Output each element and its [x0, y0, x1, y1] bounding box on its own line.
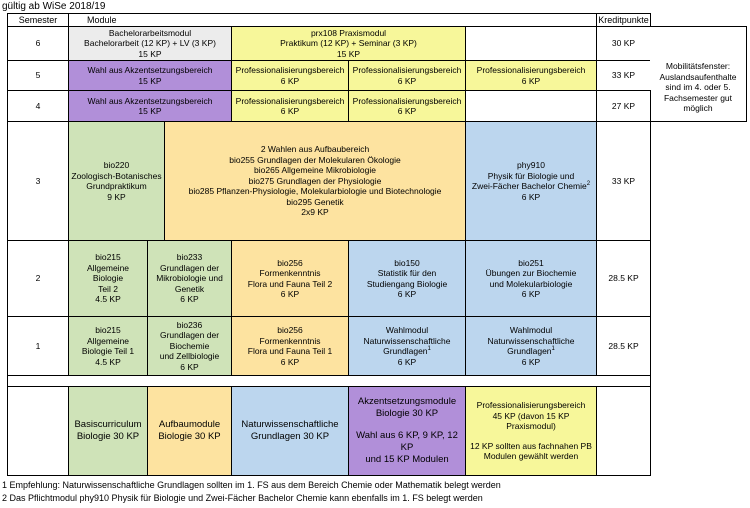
legend-akzent-line-4: und 15 KP Modulen [365, 454, 449, 465]
legend-akzent-line-1: Akzentsetzungsmodule [357, 396, 457, 407]
bio236-line-3: und Zellbiologie [159, 351, 220, 362]
bio256-2-line-2: Flora und Fauna Teil 2 [247, 278, 333, 289]
prof-s5-3-title: Professionalisierungsbereich [476, 65, 586, 75]
legend-prof-line-3: Praxismodul) [506, 421, 556, 432]
bachelor-line-2: Bachelorarbeit (12 KP) + LV (3 KP) [84, 38, 216, 49]
module-bio220 [68, 121, 165, 241]
bio215-2-code: bio215 [95, 252, 121, 263]
legend-prof [465, 386, 597, 476]
akzent-s4-kp: 15 KP [138, 106, 162, 116]
bio256-1-kp: 6 KP [280, 356, 300, 367]
wahlmodul-2-line-2: Grundlagen [507, 346, 552, 356]
bio256-2-kp: 6 KP [280, 289, 300, 299]
semester-3-kp: 33 KP [596, 121, 651, 241]
semester-4-label: 4 [7, 90, 69, 122]
semester-5-kp: 33 KP [596, 60, 651, 91]
phy910-footnote-mark: 2 [586, 181, 591, 188]
module-bio256-1 [231, 316, 349, 376]
legend-natur-line-2: Grundlagen 30 KP [250, 431, 330, 442]
bio215-2-kp: 4.5 KP [95, 294, 121, 305]
bio150-line-2: Studiengang Biologie [366, 278, 448, 289]
bio220-code: bio220 [103, 160, 130, 170]
aufbau-block [164, 121, 466, 241]
wahlmodul-2-title: Wahlmodul [509, 325, 553, 335]
mobility-window-note: Mobilitätsfenster: Auslandsaufenthalte sind im 4. oder 5. Fachsemester gut möglich [650, 26, 747, 122]
wahlmodul-2-footnote-mark: 1 [551, 346, 555, 353]
module-bio150 [348, 240, 466, 317]
prof-s5-1 [231, 60, 349, 91]
bio215-2-line-2: Teil 2 [98, 283, 118, 294]
wahlmodul-1-footnote-mark: 1 [427, 346, 431, 353]
semester-4-empty [465, 90, 597, 122]
module-bio236 [147, 316, 232, 376]
semester-5-label: 5 [7, 60, 69, 91]
praxis-line-2: Praktikum (12 KP) + Seminar (3 KP) [280, 38, 417, 49]
bio251-code: bio251 [518, 257, 544, 268]
phy910-line-1: Physik für Biologie und [487, 170, 575, 181]
legend-basis [68, 386, 148, 476]
wahlmodul-2 [465, 316, 597, 376]
header-kreditpunkte: Kreditpunkte [596, 13, 651, 27]
bio215-1-kp: 4.5 KP [95, 356, 121, 367]
wahlmodul-2-line-2-wrap [507, 346, 555, 357]
prof-s4-1-title: Professionalisierungsbereich [235, 95, 345, 106]
header-module: Module [68, 13, 597, 27]
legend-natur-line-1: Naturwissenschaftliche [241, 419, 339, 430]
legend-prof-line-5: Modulen gewählt werden [483, 451, 579, 462]
bio251-line-1: Übungen zur Biochemie [485, 268, 577, 278]
prof-s4-1-kp: 6 KP [280, 106, 300, 116]
wahlmodul-2-line-1: Naturwissenschaftliche [487, 335, 575, 346]
prof-s5-2 [348, 60, 466, 91]
legend-prof-line-4: 12 KP sollten aus fachnahen PB [470, 440, 592, 451]
footnote-2: 2 Das Pflichtmodul phy910 Physik für Biologie und Zwei-Fächer Bachelor Chemie kann ebenfalls im 1. FS belegt werden [2, 493, 483, 503]
akzent-s5 [68, 60, 232, 91]
bio256-1-line-2: Flora und Fauna Teil 1 [247, 346, 333, 356]
module-bio215-2 [68, 240, 148, 317]
footnote-1: 1 Empfehlung: Naturwissenschaftliche Grundlagen sollten im 1. FS aus dem Bereich Chemie oder Mathematik belegt werden [2, 480, 501, 490]
bio220-line-1: Zoologisch-Botanisches [71, 170, 162, 181]
prof-s5-2-kp: 6 KP [397, 75, 417, 86]
akzent-s4-title: Wahl aus Akzentsetzungsbereich [87, 95, 213, 106]
legend-akzent-line-2: Biologie 30 KP [375, 408, 439, 419]
bachelor-line-1: Bachelorarbeitsmodul [108, 27, 192, 38]
wahlmodul-2-kp: 6 KP [521, 356, 541, 367]
bio215-1-line-1: Allgemeine [86, 335, 130, 346]
legend-aufbau-line-2: Biologie 30 KP [158, 431, 221, 442]
prof-s4-2 [348, 90, 466, 122]
bio236-kp: 6 KP [180, 361, 199, 372]
prof-s4-2-kp: 6 KP [397, 106, 417, 116]
aufbau-line-6: bio295 Genetik [286, 196, 344, 207]
akzent-s5-title: Wahl aus Akzentsetzungsbereich [87, 65, 213, 75]
semester-6-label: 6 [7, 26, 69, 61]
semester-2-kp: 28.5 KP [596, 240, 651, 317]
aufbau-line-3: bio265 Allgemeine Mikrobiologie [254, 165, 376, 176]
bio236-line-1: Grundlagen der [159, 330, 220, 341]
aufbau-line-5: bio285 Pflanzen-Physiologie, Molekularbiologie und Biotechnologie [188, 186, 442, 197]
legend-akzent-line-3: Wahl aus 6 KP, 9 KP, 12 KP [356, 430, 458, 453]
phy910-code: phy910 [517, 160, 545, 170]
bio236-code: bio236 [176, 319, 203, 330]
bio256-1-code: bio256 [277, 325, 303, 335]
legend-prof-line-2: 45 KP (davon 15 KP [492, 410, 570, 421]
bio150-kp: 6 KP [397, 289, 417, 299]
semester-6-kp: 30 KP [596, 26, 651, 61]
bio215-2-line-1: Allgemeine Biologie [86, 262, 130, 284]
prof-s5-3-kp: 6 KP [521, 75, 541, 86]
akzent-s4 [68, 90, 232, 122]
semester-1-kp: 28.5 KP [596, 316, 651, 376]
prof-s5-1-title: Professionalisierungsbereich [235, 65, 345, 75]
aufbau-kp: 2x9 KP [301, 207, 329, 218]
bio215-1-code: bio215 [95, 325, 121, 335]
bio215-1-line-2: Biologie Teil 1 [81, 346, 135, 356]
bio220-line-2: Grundpraktikum [86, 181, 147, 191]
prof-s4-2-title: Professionalisierungsbereich [352, 95, 462, 106]
semester-6-empty [465, 26, 597, 61]
wahlmodul-1-line-2: Grundlagen [383, 346, 428, 356]
prof-s5-2-title: Professionalisierungsbereich [352, 65, 462, 75]
wahlmodul-1-title: Wahlmodul [385, 325, 429, 335]
bio256-2-line-1: Formenkenntnis [259, 268, 321, 278]
validity-title: gültig ab WiSe 2018/19 [2, 1, 106, 12]
module-bio256-2 [231, 240, 349, 317]
bachelor-line-3: 15 KP [138, 48, 162, 59]
semester-2-label: 2 [7, 240, 69, 317]
bio251-kp: 6 KP [521, 289, 541, 299]
wahlmodul-1-line-2-wrap [383, 346, 431, 357]
legend-aufbau [147, 386, 232, 476]
phy910-line-2: Zwei-Fächer Bachelor Chemie [471, 181, 587, 191]
phy910-line-2-wrap [472, 181, 590, 192]
bio256-2-code: bio256 [277, 257, 303, 268]
bio150-line-1: Statistik für den [377, 268, 437, 278]
module-phy910 [465, 121, 597, 241]
header-semester: Semester [7, 13, 69, 27]
praxis-line-1: prx108 Praxismodul [310, 27, 387, 38]
bio256-1-line-1: Formenkenntnis [259, 335, 321, 346]
module-bio251 [465, 240, 597, 317]
legend-aufbau-line-1: Aufbaumodule [158, 419, 221, 430]
legend-basis-line-1: Basiscurriculum [74, 419, 142, 430]
praxis-module [231, 26, 466, 61]
bio236-line-2: Biochemie [169, 340, 210, 351]
aufbau-line-2: bio255 Grundlagen der Molekularen Ökologie [229, 154, 401, 165]
praxis-line-3: 15 KP [336, 48, 361, 59]
wahlmodul-1 [348, 316, 466, 376]
phy910-kp: 6 KP [521, 191, 541, 202]
bio233-line-2: Mikrobiologie und [156, 273, 223, 284]
prof-s4-1 [231, 90, 349, 122]
bio233-line-3: Genetik [174, 283, 205, 294]
module-bio233 [147, 240, 232, 317]
semester-1-label: 1 [7, 316, 69, 376]
bio251-line-2: und Molekularbiologie [489, 278, 573, 289]
bio233-line-1: Grundlagen der [159, 262, 220, 273]
wahlmodul-1-line-1: Naturwissenschaftliche [363, 335, 451, 346]
semester-3-label: 3 [7, 121, 69, 241]
module-bio215-1 [68, 316, 148, 376]
wahlmodul-1-kp: 6 KP [397, 356, 417, 367]
bachelor-module [68, 26, 232, 61]
akzent-s5-kp: 15 KP [138, 75, 162, 86]
legend-akzent [348, 386, 466, 476]
bio220-kp: 9 KP [107, 191, 126, 202]
aufbau-line-1: 2 Wahlen aus Aufbaubereich [260, 144, 370, 155]
bio233-code: bio233 [176, 252, 203, 263]
legend-prof-line-1: Professionalisierungsbereich [476, 400, 586, 411]
legend-basis-line-2: Biologie 30 KP [76, 431, 140, 442]
aufbau-line-4: bio275 Grundlagen der Physiologie [248, 175, 382, 186]
semester-4-kp: 27 KP [596, 90, 651, 122]
prof-s5-1-kp: 6 KP [280, 75, 300, 86]
prof-s5-3 [465, 60, 597, 91]
bio233-kp: 6 KP [180, 294, 199, 305]
bio150-code: bio150 [394, 257, 420, 268]
legend-natur [231, 386, 349, 476]
